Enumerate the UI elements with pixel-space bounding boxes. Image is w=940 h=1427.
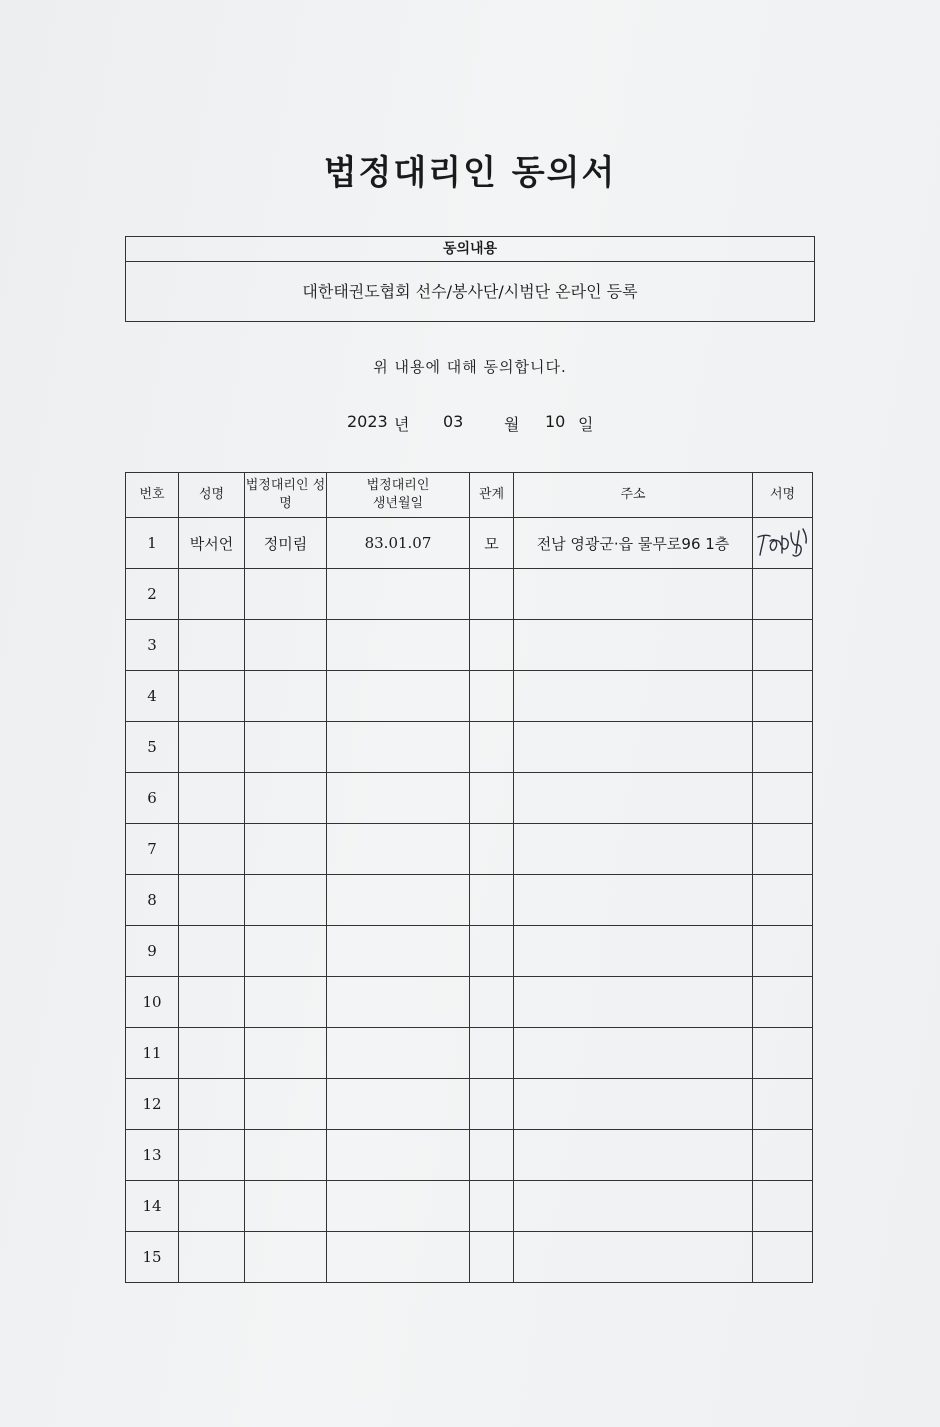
- cell-guardian-name: [245, 1232, 327, 1283]
- cell-no: 4: [126, 671, 179, 722]
- table-row: [126, 1079, 813, 1130]
- cell-guardian-birth: [327, 620, 470, 671]
- cell-name: [179, 620, 245, 671]
- table-row: [126, 671, 813, 722]
- cell-name: [179, 1028, 245, 1079]
- cell-guardian-name: [245, 926, 327, 977]
- cell-guardian-birth: [327, 1232, 470, 1283]
- cell-name: [179, 1232, 245, 1283]
- header-signature: 서명: [753, 473, 813, 518]
- table-header-row: [126, 473, 813, 518]
- cell-no: 11: [126, 1028, 179, 1079]
- consent-table: [125, 472, 813, 1283]
- cell-signature: [753, 1079, 813, 1130]
- cell-relation: [470, 824, 514, 875]
- cell-relation: [470, 875, 514, 926]
- table-row: [126, 569, 813, 620]
- cell-guardian-birth: [327, 977, 470, 1028]
- cell-relation: [470, 569, 514, 620]
- cell-name: [179, 926, 245, 977]
- cell-relation: [470, 926, 514, 977]
- cell-signature: [753, 875, 813, 926]
- cell-address: [514, 824, 753, 875]
- cell-name: 박서언: [179, 518, 245, 569]
- cell-guardian-name: 정미림: [245, 518, 327, 569]
- date-year-unit: 년: [394, 415, 410, 434]
- cell-guardian-name: [245, 773, 327, 824]
- cell-no: 7: [126, 824, 179, 875]
- cell-guardian-name: [245, 875, 327, 926]
- date-day: 10: [545, 412, 566, 431]
- cell-signature: [753, 1181, 813, 1232]
- date-month-unit: 월: [504, 415, 520, 434]
- cell-no: 15: [126, 1232, 179, 1283]
- cell-signature: [753, 620, 813, 671]
- cell-relation: 모: [470, 518, 514, 569]
- cell-relation: [470, 620, 514, 671]
- table-row: [126, 977, 813, 1028]
- cell-guardian-name: [245, 1130, 327, 1181]
- cell-guardian-name: [245, 824, 327, 875]
- table-row: [126, 1232, 813, 1283]
- cell-signature: [753, 518, 813, 569]
- table-row: [126, 1130, 813, 1181]
- cell-signature: [753, 1028, 813, 1079]
- cell-name: [179, 875, 245, 926]
- cell-relation: [470, 1079, 514, 1130]
- header-name: 성명: [179, 473, 245, 518]
- cell-name: [179, 671, 245, 722]
- cell-no: 14: [126, 1181, 179, 1232]
- cell-no: 5: [126, 722, 179, 773]
- cell-relation: [470, 722, 514, 773]
- cell-guardian-birth: [327, 671, 470, 722]
- table-row: [126, 773, 813, 824]
- cell-relation: [470, 671, 514, 722]
- cell-guardian-name: [245, 1181, 327, 1232]
- cell-relation: [470, 1130, 514, 1181]
- cell-no: 12: [126, 1079, 179, 1130]
- table-row: [126, 926, 813, 977]
- table-body: [126, 518, 813, 1283]
- cell-signature: [753, 569, 813, 620]
- cell-signature: [753, 824, 813, 875]
- cell-address: [514, 671, 753, 722]
- header-guardian-name: 법정대리인 성명: [245, 473, 327, 518]
- cell-address: [514, 569, 753, 620]
- cell-address: [514, 1181, 753, 1232]
- header-relation: 관계: [470, 473, 514, 518]
- agreement-statement: 위 내용에 대해 동의합니다.: [373, 358, 567, 376]
- table-row: [126, 875, 813, 926]
- cell-guardian-birth: [327, 722, 470, 773]
- cell-guardian-birth: [327, 1181, 470, 1232]
- date-year: 2023: [347, 412, 388, 431]
- cell-guardian-name: [245, 722, 327, 773]
- cell-address: [514, 926, 753, 977]
- cell-address: [514, 1130, 753, 1181]
- cell-address: [514, 1079, 753, 1130]
- header-address: 주소: [514, 473, 753, 518]
- handwritten-signature: [755, 523, 811, 563]
- date-month: 03: [443, 412, 464, 431]
- cell-no: 9: [126, 926, 179, 977]
- cell-guardian-name: [245, 671, 327, 722]
- cell-guardian-name: [245, 1028, 327, 1079]
- cell-no: 10: [126, 977, 179, 1028]
- consent-header: 동의내용: [126, 237, 814, 262]
- cell-signature: [753, 671, 813, 722]
- cell-address: [514, 977, 753, 1028]
- cell-name: [179, 1130, 245, 1181]
- cell-no: 1: [126, 518, 179, 569]
- cell-address: 전남 영광군·읍 물무로96 1층: [514, 518, 753, 569]
- cell-name: [179, 1079, 245, 1130]
- cell-guardian-birth: [327, 1079, 470, 1130]
- cell-guardian-birth: [327, 569, 470, 620]
- cell-signature: [753, 977, 813, 1028]
- cell-guardian-birth: [327, 1130, 470, 1181]
- cell-guardian-name: [245, 569, 327, 620]
- cell-name: [179, 824, 245, 875]
- cell-name: [179, 977, 245, 1028]
- cell-signature: [753, 1232, 813, 1283]
- cell-guardian-birth: [327, 875, 470, 926]
- table-row: [126, 722, 813, 773]
- cell-guardian-name: [245, 620, 327, 671]
- cell-name: [179, 773, 245, 824]
- cell-relation: [470, 1232, 514, 1283]
- cell-relation: [470, 1181, 514, 1232]
- consent-content: 대한태권도협회 선수/봉사단/시범단 온라인 등록: [302, 282, 638, 301]
- cell-address: [514, 1028, 753, 1079]
- cell-no: 6: [126, 773, 179, 824]
- cell-no: 13: [126, 1130, 179, 1181]
- cell-name: [179, 569, 245, 620]
- cell-signature: [753, 1130, 813, 1181]
- consent-box: [125, 236, 815, 322]
- cell-name: [179, 722, 245, 773]
- cell-relation: [470, 977, 514, 1028]
- cell-address: [514, 773, 753, 824]
- cell-no: 8: [126, 875, 179, 926]
- cell-signature: [753, 926, 813, 977]
- cell-signature: [753, 773, 813, 824]
- cell-guardian-birth: 83.01.07: [327, 518, 470, 569]
- table-row: [126, 1028, 813, 1079]
- table-row: [126, 1181, 813, 1232]
- cell-relation: [470, 773, 514, 824]
- date-day-unit: 일: [578, 415, 594, 434]
- table-row: [126, 620, 813, 671]
- cell-name: [179, 1181, 245, 1232]
- cell-relation: [470, 1028, 514, 1079]
- cell-guardian-birth: [327, 824, 470, 875]
- cell-address: [514, 1232, 753, 1283]
- cell-guardian-name: [245, 1079, 327, 1130]
- table-row: [126, 824, 813, 875]
- header-guardian-birth: 법정대리인 생년월일: [327, 473, 470, 518]
- cell-guardian-birth: [327, 1028, 470, 1079]
- cell-address: [514, 620, 753, 671]
- page-title: 법정대리인 동의서: [323, 153, 617, 193]
- header-no: 번호: [126, 473, 179, 518]
- cell-no: 3: [126, 620, 179, 671]
- cell-guardian-birth: [327, 773, 470, 824]
- cell-guardian-birth: [327, 926, 470, 977]
- cell-address: [514, 875, 753, 926]
- cell-no: 2: [126, 569, 179, 620]
- cell-address: [514, 722, 753, 773]
- cell-signature: [753, 722, 813, 773]
- table-row: [126, 518, 813, 569]
- cell-guardian-name: [245, 977, 327, 1028]
